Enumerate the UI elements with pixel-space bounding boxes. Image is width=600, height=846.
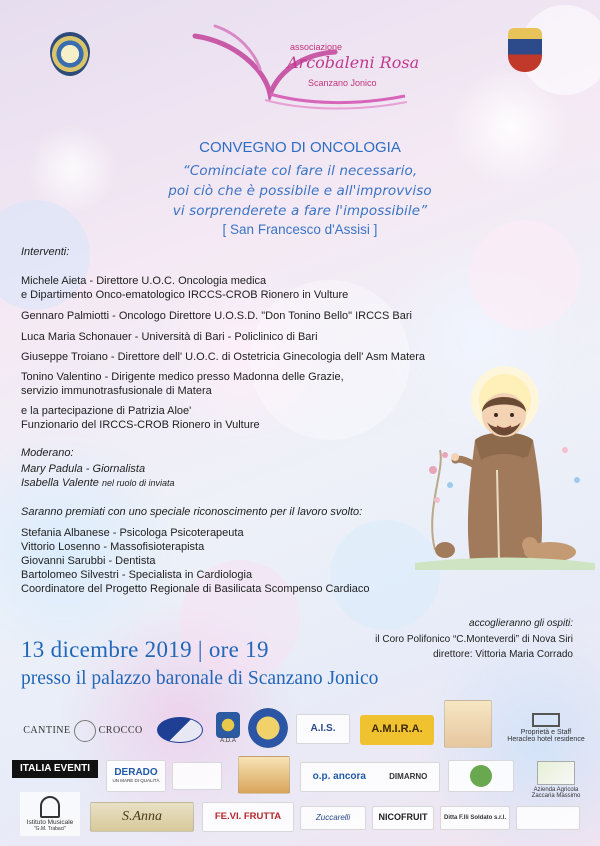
interventi-heading: Interventi: — [21, 246, 70, 258]
sponsor-round-emblem — [248, 708, 288, 748]
moderator-line — [21, 477, 174, 490]
ada-emblem — [216, 712, 240, 738]
azienda-line: Zaccaria Massimo — [531, 793, 581, 799]
op-ancora-label: o.p. ancora — [312, 770, 366, 782]
derado-tagline: UN MARE DI QUALITÀ — [112, 777, 160, 783]
sponsor-azienda-agricola — [522, 756, 590, 804]
award-line: Vittorio Losenno - Massofisioterapista — [21, 541, 205, 553]
sponsor-santanna — [90, 802, 194, 832]
soldato-label: Ditta F.lli Soldato s.r.l. — [443, 814, 506, 821]
derado-label: DERADO — [114, 767, 158, 779]
sponsor-card — [172, 762, 222, 790]
event-title: CONVEGNO DI ONCOLOGIA — [199, 139, 401, 156]
sponsor-crocco-label: CROCCO — [98, 724, 143, 736]
nicofruit-label: NICOFRUIT — [378, 812, 428, 823]
quote-line: “Cominciate col fare il necessario, — [182, 163, 418, 179]
sponsor-ais — [296, 714, 350, 744]
istituto-line: Istituto Musicale — [26, 818, 74, 826]
speaker-line: servizio immunotrasfusionale di Matera — [21, 385, 212, 397]
sponsor-zuccarelli — [300, 806, 366, 830]
sponsor-soldato — [440, 806, 510, 830]
speaker-line: Giuseppe Troiano - Direttore dell' U.O.C. di Ostetricia Ginecologia dell' Asm Matera — [21, 351, 426, 363]
fevi-label: FE.VI. FRUTTA — [214, 811, 282, 823]
azienda-logo — [537, 761, 575, 785]
crocco-emblem — [74, 720, 96, 742]
hotel-logo — [532, 713, 560, 727]
sponsor-op-ancora-dimarno — [300, 762, 440, 792]
ais-label: A.I.S. — [310, 722, 336, 734]
zuccarelli-label: Zuccarelli — [315, 812, 351, 822]
sponsor-ada — [214, 708, 242, 748]
sponsor-derado — [106, 760, 166, 792]
speaker-line: e la partecipazione di Patrizia Aloe' — [21, 405, 192, 417]
sponsor-fevi-frutta — [202, 802, 294, 832]
event-venue: presso il palazzo baronale di Scanzano Jonico — [21, 668, 379, 689]
moderator-line: Mary Padula - Giornalista — [21, 463, 146, 475]
lyre-icon — [40, 796, 60, 818]
guests-director: direttore: Vittoria Maria Corrado — [433, 649, 573, 660]
hotel-line: Proprietà e Staff — [520, 728, 572, 736]
santanna-label: S.Anna — [121, 808, 163, 824]
sponsor-cantine-label: CANTINE — [23, 724, 71, 736]
award-line: Stefania Albanese - Psicologa Psicoterapeuta — [21, 527, 244, 539]
award-line: Bartolomeo Silvestri - Specialista in Cardiologia — [21, 569, 253, 581]
sponsor-emblem-blue — [154, 712, 206, 748]
sponsor-nicofruit — [372, 806, 434, 830]
town-crest-right — [508, 28, 542, 72]
guests-intro: accoglieranno gli ospiti: — [469, 618, 573, 629]
ada-label: A.D.A — [220, 737, 236, 744]
sponsor-amira — [360, 715, 434, 745]
quote-line: poi ciò che è possibile e all'improvviso — [168, 183, 432, 199]
sponsor-hotel — [498, 706, 594, 750]
sponsor-image-card — [444, 700, 492, 748]
sponsor-italia-eventi: ITALIA EVENTI — [12, 760, 98, 778]
sponsor-card — [238, 756, 290, 794]
award-line: Coordinatore del Progetto Regionale di Basilicata Scompenso Cardiaco — [21, 583, 370, 595]
guests-choir: il Coro Polifonico “C.Monteverdi” di Nova Siri — [375, 634, 573, 645]
association-label: associazione — [290, 42, 343, 52]
speaker-line: Tonino Valentino - Dirigente medico presso Madonna delle Grazie, — [21, 371, 344, 383]
speaker-line: Funzionario del IRCCS-CROB Rionero in Vulture — [21, 419, 260, 431]
speaker-line: Luca Maria Schonauer - Università di Bari - Policlinico di Bari — [21, 331, 318, 343]
award-line: Giovanni Sarubbi - Dentista — [21, 555, 156, 567]
hotel-line: Heracleo hotel residence — [507, 736, 585, 743]
moderator-name: Isabella Valente — [21, 477, 99, 489]
sponsor-istituto-musicale — [20, 792, 80, 836]
sponsor-card — [516, 806, 580, 830]
sponsor-cantine-crocco — [21, 714, 145, 748]
speaker-line: Michele Aieta - Direttore U.O.C. Oncologia medica — [21, 275, 267, 287]
dimarno-label: DIMARNO — [389, 771, 428, 781]
amira-label: A.M.I.R.A. — [371, 723, 423, 736]
quote-line: vi sorprenderete a fare l'impossibile” — [172, 203, 428, 219]
quote-author: [ San Francesco d'Assisi ] — [222, 222, 378, 237]
istituto-line: "G.M. Trabaci" — [33, 825, 67, 832]
speaker-line: Gennaro Palmiotti - Oncologo Direttore U.O.S.D. "Don Tonino Bello" IRCCS Bari — [21, 310, 412, 322]
speaker-line: e Dipartimento Onco-ematologico IRCCS-CROB Rionero in Vulture — [21, 289, 349, 301]
moderano-heading: Moderano: — [21, 447, 74, 459]
sponsor-card — [448, 760, 514, 792]
azienda-line: Azienda Agricola — [533, 786, 579, 793]
association-place: Scanzano Jonico — [308, 78, 377, 88]
moderator-role: nel ruolo di inviata — [101, 478, 175, 488]
event-date: 13 dicembre 2019 | ore 19 — [21, 637, 269, 662]
saint-francis-illustration — [415, 360, 595, 570]
premiati-heading: Saranno premiati con uno speciale riconoscimento per il lavoro svolto: — [21, 506, 363, 518]
association-name: Arcobaleni Rosa — [287, 53, 420, 72]
town-crest-left — [50, 32, 90, 76]
